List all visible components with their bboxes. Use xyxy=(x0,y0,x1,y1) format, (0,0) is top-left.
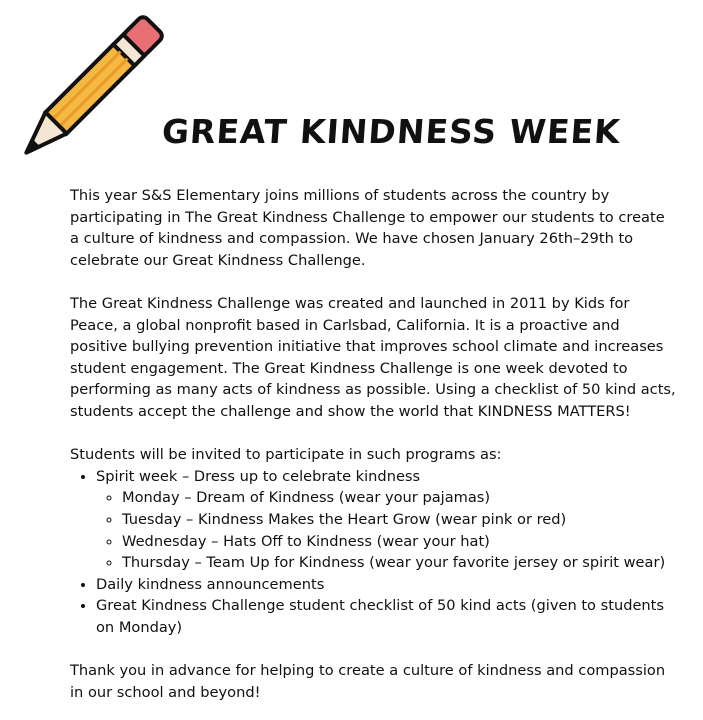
list-item-tuesday: ◦ Tuesday – Kindness Makes the Heart Grow (wear pink or red) xyxy=(122,509,676,531)
pencil-icon xyxy=(14,14,166,164)
programs-list xyxy=(70,466,676,639)
list-item-thursday: ◦ Thursday – Team Up for Kindness (wear your favorite jersey or spirit wear) xyxy=(122,552,676,574)
closing-paragraph: Thank you in advance for helping to create a culture of kindness and compassion in our school and beyond! xyxy=(70,662,666,701)
spirit-days-list xyxy=(96,487,676,573)
about-paragraph: The Great Kindness Challenge was created and launched in 2011 by Kids for Peace, a global nonprofit based in Carlsbad, California. It is a proactive and positive bullying prevention initiative that improves school climate and increases student engagement. The Great Kindness Challenge is one week devoted to performing as many acts of kindness as possible. Using a checklist of 50 kind acts, students accept the challenge and show the world that KINDNESS MATTERS! xyxy=(70,294,676,420)
list-item-wednesday: ◦ Wednesday – Hats Off to Kindness (wear your hat) xyxy=(122,531,676,553)
spirit-week-label: Spirit week – Dress up to celebrate kindness xyxy=(96,467,421,485)
list-item-checklist: • Great Kindness Challenge student checklist of 50 kind acts (given to students on Monday) xyxy=(96,595,676,638)
programs-list-block xyxy=(70,466,676,639)
programs-intro: Students will be invited to participate in such programs as: xyxy=(70,446,502,464)
letter-body xyxy=(70,185,676,703)
intro-paragraph: This year S&S Elementary joins millions of students across the country by participating in The Great Kindness Challenge to empower our students to create a culture of kindness and compassion. We have chosen January 26th–29th to celebrate our Great Kindness Challenge. xyxy=(70,187,665,269)
page-title: GREAT KINDNESS WEEK xyxy=(160,112,623,151)
list-item-announcements: • Daily kindness announcements xyxy=(96,574,676,596)
list-item-spirit-week xyxy=(96,466,676,574)
list-item-monday: ◦ Monday – Dream of Kindness (wear your pajamas) xyxy=(122,487,676,509)
